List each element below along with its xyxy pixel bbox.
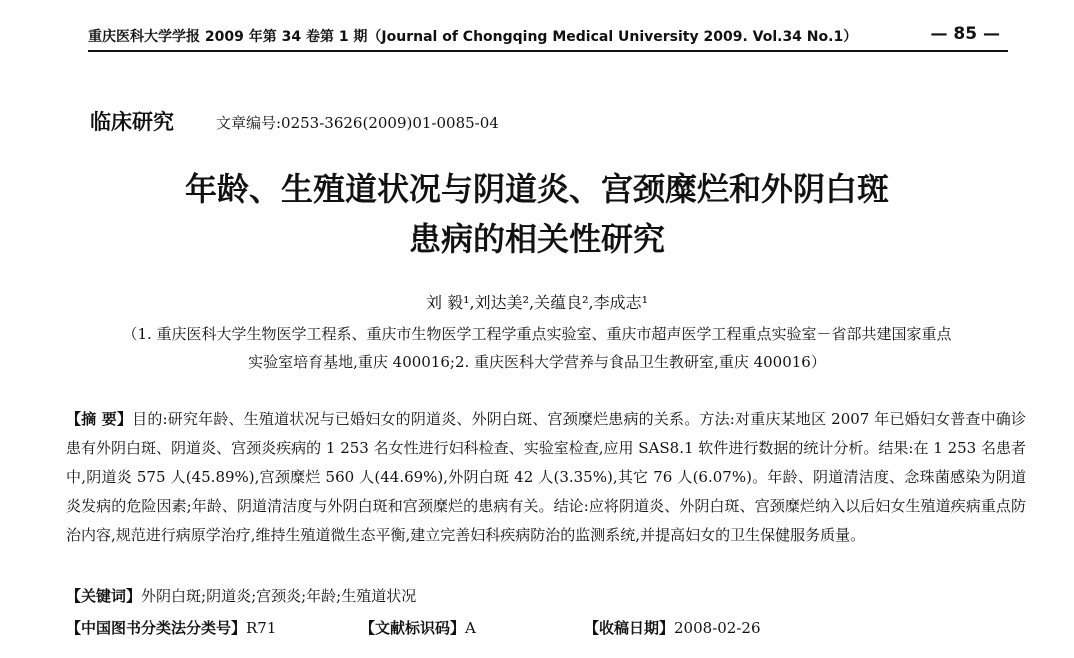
clc-value: R71 [246,619,277,637]
clc-number [66,617,276,638]
abstract-body: 目的:研究年龄、生殖道状况与已婚妇女的阴道炎、外阴白斑、宫颈糜烂患病的关系。方法:对重庆某地区 2007 年已婚妇女普查中确诊患有外阴白斑、阴道炎、宫颈炎疾病的 1 253 名女性进行妇科检查、实验室检查,应用 SAS8.1 软件进行数据的统计分析。结果:在 1 253 名患者中,阴道炎 575 人(45.89%),宫颈糜烂 560 人(44.69%),外阴白斑 42 人(3.35%),其它 76 人(6.07%)。年龄、阴道清洁度、念珠菌感染为阴道炎发病的危险因素;年龄、阴道清洁度与外阴白斑和宫颈糜烂的患病有关。结论:应将阴道炎、外阴白斑、宫颈糜烂纳入以后妇女生殖道疾病重点防治内容,规范进行病原学治疗,维持生殖道微生态平衡,建立完善妇科疾病防治的监测系统,并提高妇女的卫生保健服务质量。 [66,410,1026,544]
document-code [360,617,476,638]
received-date [584,617,761,638]
affiliation-line-1: （1. 重庆医科大学生物医学工程系、重庆市生物医学工程学重点实验室、重庆市超声医学工程重点实验室－省部共建国家重点 [122,325,952,343]
affiliation-line-2: 实验室培育基地,重庆 400016;2. 重庆医科大学营养与食品卫生教研室,重庆 400016） [248,353,826,371]
section-label: 临床研究 [90,109,174,134]
abstract [66,405,1026,550]
author-list: 刘 毅¹,刘达美²,关蕴良²,李成志¹ [425,293,648,312]
page-number: — 85 — [930,24,1000,44]
article-title-line-1: 年龄、生殖道状况与阴道炎、宫颈糜烂和外阴白斑 [184,170,889,208]
keywords-value: 外阴白斑;阴道炎;宫颈炎;年龄;生殖道状况 [141,587,417,605]
doc-code-label: 【文献标识码】 [360,619,466,637]
doc-code-value: A [465,619,476,637]
received-date-value: 2008-02-26 [674,619,761,637]
received-date-label: 【收稿日期】 [584,619,675,637]
abstract-label: 【摘 要】 [66,410,133,428]
header-rule [88,50,1008,52]
keywords [66,585,416,606]
article-number: 文章编号:0253-3626(2009)01-0085-04 [216,114,499,132]
clc-label: 【中国图书分类法分类号】 [66,619,247,637]
running-header [88,26,1008,52]
keywords-label: 【关键词】 [66,587,142,605]
article-title-line-2: 患病的相关性研究 [408,220,665,258]
journal-citation: 重庆医科大学学报 2009 年第 34 卷第 1 期（Journal of Chongqing Medical University 2009. Vol.34 No.1） [88,29,858,45]
